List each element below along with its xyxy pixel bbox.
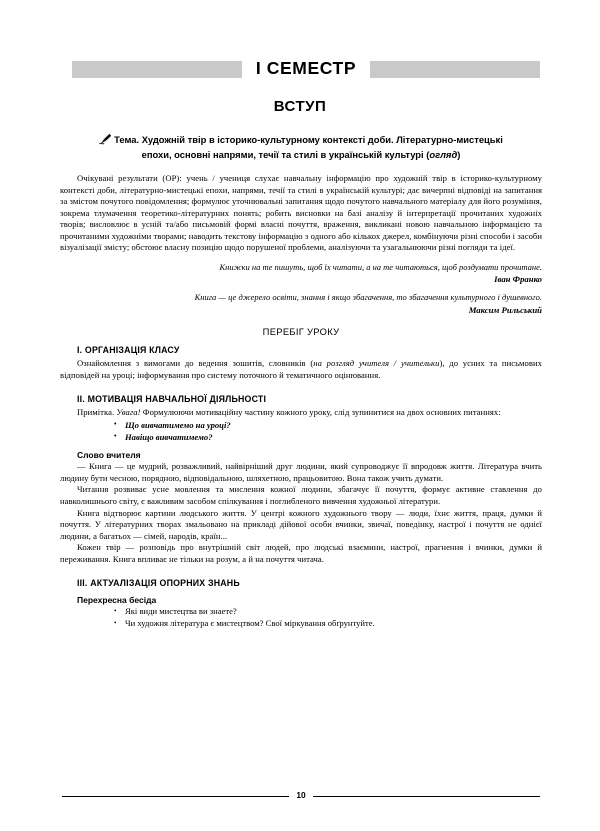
expected-results-paragraph: Очікувані результати (ОР): учень / учениця слухає навчальну інформацію про художній твір в історико-культурному контексті доби, літературно-мистецькі епохи, напрями, течії та стилі в українській культурі; дає вичерпні відповіді на запитання за змістом почутого повідомлення; формулює уточнювальні запитання щодо почутого навчального матеріалу для його розуміння, зокрема тлумачення теоретико-літературних понять; робить висновки на базі аналізу й інтерпретації прочитаних художніх творів; висловлює в усній та/або письмовій формі власні почуття, враження, викликані новою навчальною інформацією та прочитаними художніми творами; наводить текстову інформацію з одного або кількох джерел, комбінуючи різні способи і засоби візуалізації змісту; обстоює власну позицію щодо порушеної проблеми, аналізуючи та узагальнюючи різні погляди та ідеї.: [60, 173, 542, 253]
topic-heading-line1: Тема. Художній твір в історико-культурному контексті доби. Літературно-мистецькі: [114, 134, 503, 145]
topic-heading-line2-italic: огляд: [429, 149, 458, 161]
section-heading-2: II. МОТИВАЦІЯ НАВЧАЛЬНОЇ ДІЯЛЬНОСТІ: [77, 394, 267, 405]
semester-title: І СЕМЕСТР: [255, 58, 357, 79]
quote-author-1: Іван Франко: [494, 274, 542, 285]
teacher-paragraph-2: Читання розвиває усне мовлення та мислення кожної людини, збагачує її почуття, формує активне ставлення до навколишнього світу, є важливим засобом спілкування і поглибленого вивчення художньої літератури.: [60, 484, 542, 506]
section-2-note: [60, 407, 542, 419]
semester-header: [72, 57, 540, 81]
section-1-para-after: ), до усних та письмових відповідей на уроці; інформування про систему поточного й тематичного оцінювання.: [60, 358, 542, 380]
cross-discussion-subheading: Перехресна бесіда: [77, 595, 157, 606]
cross-discussion-list: [60, 606, 542, 630]
topic-heading-line2-after: ): [457, 149, 461, 161]
quote-author-2: Максим Рильський: [468, 305, 542, 316]
lesson-flow-title: ПЕРЕБІГ УРОКУ: [262, 326, 340, 338]
motivation-questions-list: [60, 420, 542, 444]
list-item: • Чи художня література є мистецтвом? Свої міркування обґрунтуйте.: [114, 618, 542, 630]
page-number: 10: [296, 789, 306, 800]
quote-text-2: Книга — це джерело освіти, знання і якщо збагачення, то збагачення культурного і душевного.: [194, 292, 542, 303]
list-item: • Що вивчатимемо на уроці?: [114, 420, 542, 432]
section-1-para-italic: на розгляд учителя / учительки: [313, 358, 440, 369]
section-1-para-before: Ознайомлення з вимогами до ведення зошитів, словників (: [77, 358, 314, 369]
header-bar-right: [370, 61, 540, 78]
quote-text-1: Книжки на те пишуть, щоб їх читати, а на те читаються, щоб роздумати прочитане.: [219, 261, 542, 272]
list-item: • Навіщо вивчатимемо?: [114, 432, 542, 444]
header-bar-left: [72, 61, 242, 78]
teacher-paragraph-4: Кожен твір — розповідь про внутрішній світ людей, про людські взаємини, настрої, прагнення і вчинки, думки й переживання. Книга впливає не тільки на розум, а й на почуття читача.: [60, 542, 542, 564]
note-attention: Увага!: [116, 407, 141, 418]
footer-rule-left: [62, 796, 289, 797]
document-content: [60, 173, 542, 630]
topic-heading: [60, 133, 542, 162]
quotes-block: [60, 262, 542, 316]
footer-rule-right: [313, 796, 540, 797]
page-title: ВСТУП: [273, 98, 327, 115]
page-footer: [62, 789, 540, 803]
topic-heading-line2-before: епохи, основні напрями, течії та стилі в українській культурі (: [141, 149, 430, 161]
teacher-word-subheading: Слово вчителя: [77, 450, 141, 461]
topic-heading-block: [60, 133, 542, 162]
section-1-paragraph: [60, 358, 542, 381]
teacher-paragraph-3: Книга відтворює картини людського життя. У центрі кожного художнього твору — люди, їхнє життя, праця, думки й почуття. У літературних творах змальовано на прикладі дійової особи вчинки, звичаї, поведінку, настрої і почуття не однієї людини, а багатьох — сімей, народів, країн...: [60, 507, 542, 541]
list-item: • Які види мистецтва ви знаете?: [114, 606, 542, 618]
section-heading-3: III. АКТУАЛІЗАЦІЯ ОПОРНИХ ЗНАНЬ: [77, 578, 240, 589]
note-text: Формулюючи мотиваційну частину кожного уроку, слід зупинитися на двох основних питаннях:: [142, 407, 501, 418]
quill-pen-icon: [99, 133, 112, 148]
section-heading-1: I. ОРГАНІЗАЦІЯ КЛАСУ: [77, 345, 180, 356]
teacher-paragraph-1: — Книга — це мудрий, розважливий, найвірніший друг людини, який супроводжує її впродовж життя. Література вчить людину бути чесною, порядною, відповідальною, шляхетною, працьовитою. Вона також учить думати.: [60, 461, 542, 483]
note-label: Примітка.: [77, 407, 115, 418]
